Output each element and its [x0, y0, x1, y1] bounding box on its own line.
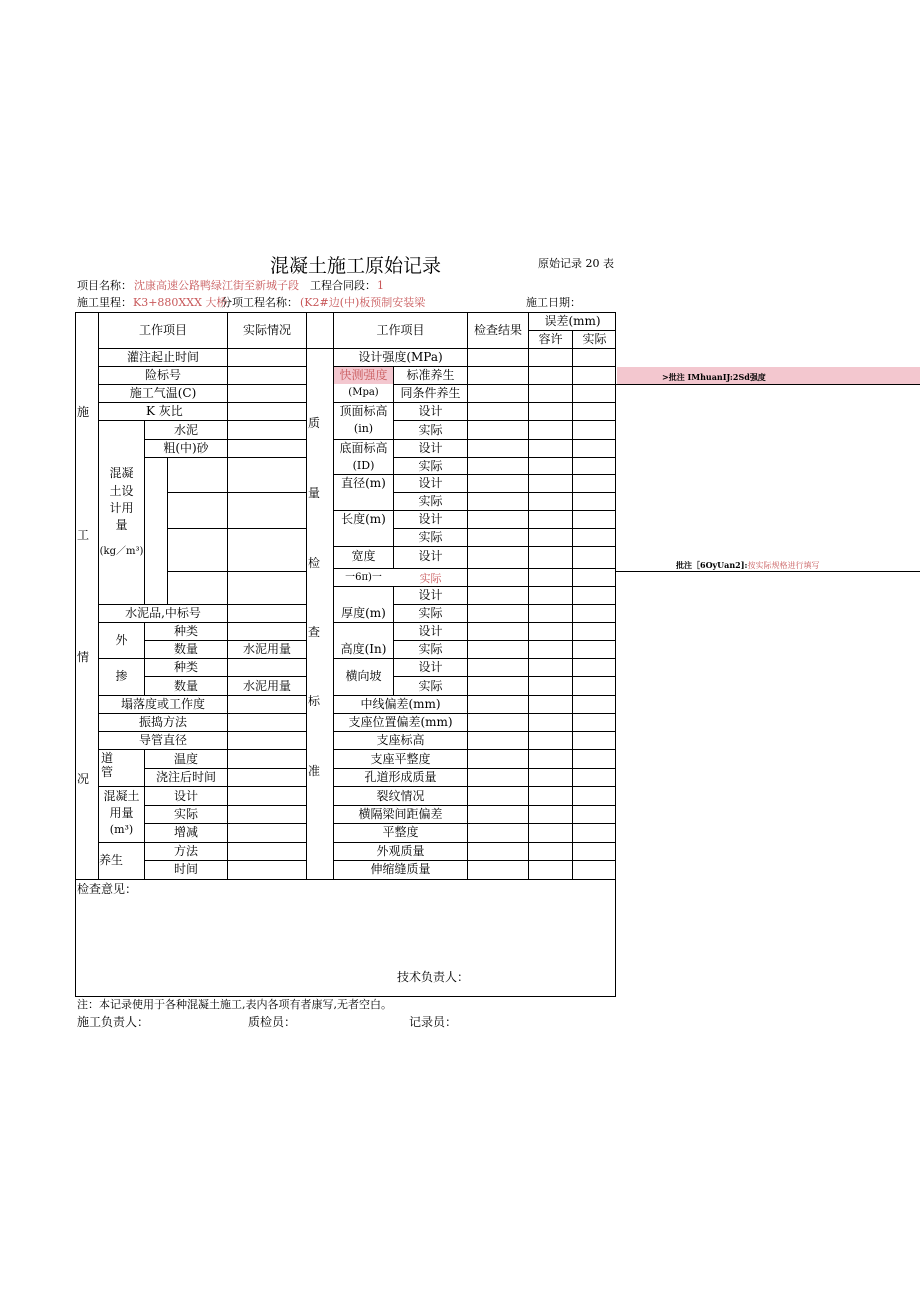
opinion-label: 检查意见：	[77, 882, 138, 896]
cement-use-label-1: 水泥用量	[242, 642, 291, 656]
cure-time-label: 时间	[173, 862, 198, 876]
annotation-1	[662, 373, 766, 381]
mix-unit-label: (kg／m³)	[99, 546, 144, 557]
annotation-1-prefix: >批注 IMhuanIJ:2Sd	[662, 372, 750, 382]
pour-time-label: 灌注起止时间	[126, 350, 199, 364]
same-cure-label: 同条件养生	[400, 386, 461, 400]
top-elev-actual: 实际	[418, 423, 443, 437]
pipe-label-2: 管	[101, 765, 114, 779]
header-actual: 实际情况	[242, 323, 291, 337]
side-label-zhi: 质	[308, 416, 321, 430]
form-number: 原始记录 20 表	[538, 257, 614, 270]
header-work-item-2: 工作项目	[376, 323, 425, 337]
additive-label-1: 外	[115, 633, 128, 647]
volume-actual-label: 实际	[173, 807, 198, 821]
fast-strength-label: 快测强度	[339, 368, 388, 382]
page-title: 混凝土施工原始记录	[270, 255, 442, 277]
thick-design: 设计	[418, 588, 443, 602]
cement-label: 水泥	[173, 423, 198, 437]
length-actual: 实际	[418, 530, 443, 544]
slope-design: 设计	[418, 660, 443, 674]
mileage-label: 施工里程：	[77, 296, 132, 309]
diameter-design: 设计	[418, 476, 443, 490]
bearing-elev-label: 支座标高	[376, 733, 425, 747]
sub-project-label: 分项工程名称：	[221, 296, 298, 309]
side-label-qing: 情	[77, 650, 90, 664]
bot-elev-label-1: 底面标高	[339, 441, 388, 455]
contract-label: 工程合同段：	[310, 279, 376, 292]
bot-elev-design: 设计	[418, 441, 443, 455]
mark-label: 险标号	[144, 368, 181, 382]
width-design: 设计	[418, 549, 443, 563]
mix-label-2: 土设	[109, 484, 134, 498]
side-label-kuang: 况	[77, 772, 90, 786]
volume-delta-label: 增减	[173, 825, 198, 839]
recorder-label: 记录员：	[409, 1015, 458, 1029]
crack-label: 裂纹情况	[376, 789, 425, 803]
width-label: 宽度	[351, 549, 376, 563]
mix-label-4: 量	[115, 518, 128, 532]
construct-lead-label: 施工负责人：	[77, 1015, 150, 1029]
vibrate-label: 振捣方法	[138, 715, 187, 729]
side-label-shi: 施	[77, 405, 90, 419]
volume-label-2: 用量	[109, 806, 134, 820]
header-work-item: 工作项目	[138, 323, 187, 337]
kind-label-1: 种类	[173, 624, 198, 638]
center-dev-label: 中线偏差(mm)	[360, 697, 441, 711]
annotation-2	[676, 561, 819, 570]
date-label: 施工日期：	[526, 296, 581, 309]
std-cure-label: 标准养生	[406, 368, 455, 382]
bot-elev-label-2: (ID)	[352, 459, 375, 472]
annotation-1-text: 强度	[749, 372, 766, 382]
height-label: 高度(In)	[340, 642, 387, 656]
side-label-gong: 工	[77, 528, 90, 542]
header-actual-2: 实际	[582, 332, 607, 346]
mix-label-3: 计用	[109, 501, 134, 515]
cure-method-label: 方法	[173, 844, 198, 858]
sub-project-value: (K2#边(中)板预制安装梁	[300, 296, 426, 309]
cure-label: 养生	[99, 853, 124, 867]
mix-label-1: 混凝	[109, 466, 134, 480]
sand-label: 粗(中)砂	[163, 441, 209, 455]
diameter-actual: 实际	[418, 494, 443, 508]
length-label: 长度(m)	[341, 512, 386, 526]
side-label-liang: 量	[308, 486, 321, 500]
mpa-label: (Mpa)	[348, 387, 379, 398]
kind-label-2: 种类	[173, 660, 198, 674]
cement-grade-label: 水泥品,中标号	[125, 606, 201, 620]
slump-label: 塌落度或工作度	[120, 697, 205, 711]
qty-label-1: 数量	[173, 642, 198, 656]
qty-label-2: 数量	[173, 679, 198, 693]
bearing-pos-label: 支座位置偏差(mm)	[348, 715, 453, 729]
annotation-2-text: 按实际规格进行填写	[747, 561, 820, 570]
volume-unit-label: (m³)	[109, 823, 134, 836]
width-actual: 实际	[419, 572, 442, 585]
height-actual: 实际	[418, 642, 443, 656]
diameter-label: 直径(m)	[341, 476, 386, 490]
cement-use-label-2: 水泥用量	[242, 679, 291, 693]
header-allow: 容许	[538, 332, 563, 346]
volume-design-label: 设计	[173, 789, 198, 803]
side-label-zhun: 准	[308, 764, 321, 778]
header-result: 检查结果	[473, 323, 522, 337]
mileage-value: K3+880XXX 大桥	[133, 296, 228, 309]
additive-label-2: 掺	[115, 669, 128, 683]
slope-label: 横向坡	[345, 669, 382, 683]
thick-actual: 实际	[418, 606, 443, 620]
tech-lead-label: 技术负责人：	[397, 970, 470, 984]
thick-label: 厚度(m)	[341, 606, 386, 620]
joint-label: 伸缩缝质量	[370, 862, 431, 876]
note-text: 注：本记录使用于各种混凝土施工,表内各项有者康写,无者空白。	[77, 998, 392, 1011]
height-design: 设计	[418, 624, 443, 638]
volume-label-1: 混凝土	[103, 789, 140, 803]
header-error: 误差(mm)	[544, 314, 601, 328]
annotation-2-prefix: 批注［6OyUan2]:	[676, 560, 748, 570]
pipe-label-1: 道	[101, 751, 114, 765]
project-value: 沈康高速公路鸭绿江街至新城子段	[134, 279, 299, 292]
top-elev-label-2: (in)	[353, 422, 374, 435]
ratio-label: K 灰比	[146, 404, 183, 418]
temp-label: 施工气温(C)	[129, 386, 197, 400]
qc-label: 质检员：	[248, 1015, 297, 1029]
bot-elev-actual: 实际	[418, 459, 443, 473]
project-label: 项目名称：	[77, 279, 132, 292]
pipe-temp-label: 温度	[173, 752, 198, 766]
beam-gap-label: 横隔梁间距偏差	[358, 807, 443, 821]
top-elev-label-1: 顶面标高	[339, 404, 388, 418]
flatness-label: 平整度	[382, 825, 419, 839]
pipe-dia-label: 导管直径	[138, 733, 187, 747]
slope-actual: 实际	[418, 679, 443, 693]
side-label-biao: 标	[308, 694, 321, 708]
pipe-time-label: 浇注后时间	[155, 770, 216, 784]
length-design: 设计	[418, 512, 443, 526]
design-strength-label: 设计强度(MPa)	[358, 350, 443, 364]
duct-label: 孔道形成质量	[364, 770, 437, 784]
top-elev-design: 设计	[418, 404, 443, 418]
contract-value: 1	[377, 279, 384, 292]
appearance-label: 外观质量	[376, 844, 425, 858]
side-label-cha: 查	[308, 625, 321, 639]
width-unit-label: 一6π)一	[345, 572, 382, 583]
side-label-jian: 检	[308, 556, 321, 570]
bearing-flat-label: 支座平整度	[370, 752, 431, 766]
